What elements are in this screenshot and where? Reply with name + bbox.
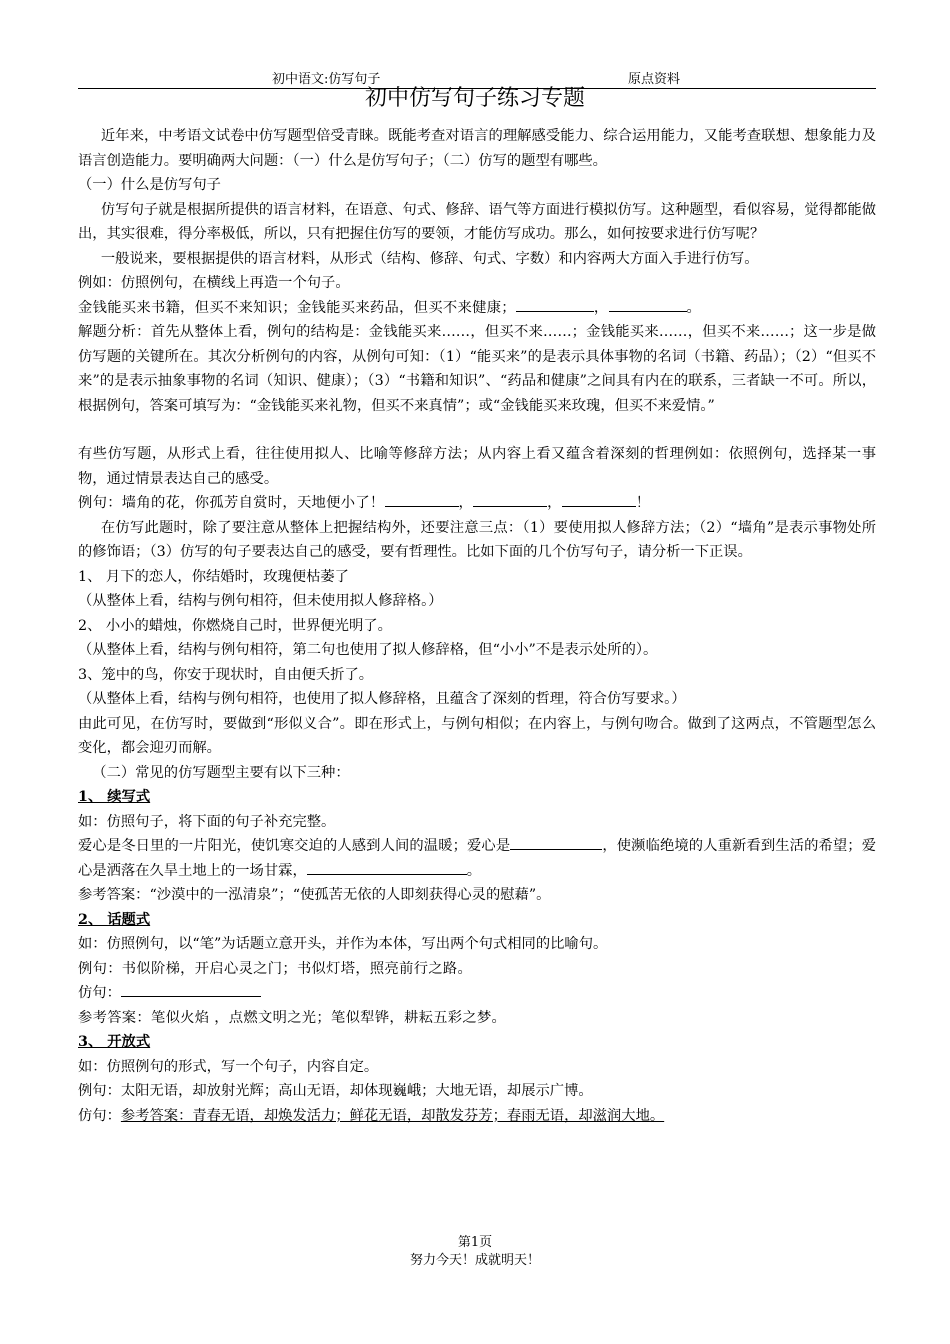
- analysis1-paragraph: 解题分析：首先从整体上看，例句的结构是：金钱能买来……，但买不来……；金钱能买来……，但买不来……；这一步是做仿写题的关键所在。其次分析例句的内容，从例句可知：（1）“能买来”的是表示具体事物的名词（书籍、药品）；（2）“但买不来”的是表示抽象事物的名词（知识、健康）；（3）“书籍和知识”、“药品和健康”之间具有内在的联系，三者缺一不可。所以，根据例句，答案可填写为：“金钱能买来礼物，但买不来真情”；或“金钱能买来玫瑰，但买不来爱情。”: [78, 324, 876, 414]
- type1-heading: 1、 续写式: [78, 789, 151, 805]
- header-right: 原点资料: [628, 72, 681, 87]
- section1-heading: （一）什么是仿写句子: [78, 177, 221, 193]
- list-item: 3、笼中的鸟，你安于现状时，自由便夭折了。: [78, 666, 374, 683]
- section1-paragraph-2: 一般说来，要根据提供的语言材料，从形式（结构、修辞、句式、字数）和内容两大方面入手进行仿写。: [100, 250, 759, 267]
- type3-example: 例句：太阳无语，却放射光辉；高山无语，却体现巍峨；大地无语，却展示广博。: [78, 1083, 593, 1099]
- sentence-part: 。: [466, 862, 482, 879]
- list-item: 1、 月下的恋人，你结婚时，玫瑰便枯萎了: [78, 568, 349, 585]
- type2-imitate: [78, 981, 876, 1006]
- answer-blank: [609, 297, 687, 312]
- intro-paragraph: 近年来，中考语文试卷中仿写题型倍受青睐。既能考查对语言的理解感受能力、综合运用能力，又能考查联想、想象能力及语言创造能力。要明确两大问题：（一）什么是仿写句子；（二）仿写的题型有哪些。: [78, 128, 876, 169]
- conclusion-paragraph: 由此可见，在仿写时，要做到“形似义合”。即在形式上，与例句相似；在内容上，与例句吻合。做到了这两点，不管题型怎么变化，都会迎刃而解。: [78, 715, 876, 756]
- sentence-part: 爱心是冬日里的一片阳光，使饥寒交迫的人感到人间的温暖；爱心是: [78, 838, 511, 854]
- punctuation: ！: [635, 495, 651, 511]
- answer-blank: [562, 492, 636, 507]
- answer-blank: [307, 860, 467, 875]
- punctuation: ，: [593, 299, 609, 316]
- answer-blank: [516, 297, 594, 312]
- example1-sentence: [78, 296, 876, 321]
- type2-answer: 参考答案：笔似火焰 ，点燃文明之光；笔似犁铧，耕耘五彩之梦。: [78, 1009, 507, 1026]
- answer-blank: [385, 492, 459, 507]
- example1-text: 金钱能买来书籍，但买不来知识；金钱能买来药品，但买不来健康；: [78, 299, 516, 316]
- list-item-note: （从整体上看，结构与例句相符，第二句也使用了拟人修辞格，但“小小”不是表示处所的）。: [78, 642, 658, 658]
- example2-sentence: [78, 491, 876, 516]
- page-title: 初中仿写句子练习专题: [364, 86, 585, 111]
- type1-sentence: [78, 834, 876, 883]
- sentence-part: ，使濒临绝境的人重新看到生活的希望；爱心是洒落在久旱土地上的一场甘霖，: [78, 838, 877, 879]
- imitate-label: 仿句：: [78, 1107, 121, 1124]
- type1-question: 如：仿照句子，将下面的句子补充完整。: [78, 813, 336, 830]
- list-item-note: （从整体上看，结构与例句相符，但未使用拟人修辞格。）: [78, 593, 443, 609]
- document-body: [78, 124, 876, 1128]
- type3-question: 如：仿照例句的形式，写一个句子，内容自定。: [78, 1058, 379, 1075]
- list-item-note: （从整体上看，结构与例句相符，也使用了拟人修辞格，且蕴含了深刻的哲理，符合仿写要求。）: [78, 691, 686, 707]
- type3-answer: 参考答案：青春无语，却焕发活力；鲜花无语，却散发芬芳；春雨无语，却滋润大地。: [120, 1107, 665, 1124]
- type2-example: 例句：书似阶梯，开启心灵之门；书似灯塔，照亮前行之路。: [78, 960, 473, 977]
- footer-slogan: 努力今天！成就明天！: [409, 1253, 540, 1268]
- analysis2-paragraph: 在仿写此题时，除了要注意从整体上把握结构外，还要注意三点：（1）要使用拟人修辞方法；（2）“墙角”是表示事物处所的修饰语；（3）仿写的句子要表达自己的感受，要有哲理性。比如下面的几个仿写句子，请分析一下正误。: [78, 519, 876, 560]
- punctuation: ，: [458, 495, 474, 511]
- answer-blank: [473, 492, 547, 507]
- imitate-label: 仿句：: [78, 985, 121, 1001]
- answer-blank: [510, 835, 602, 850]
- list-item: 2、 小小的蜡烛，你燃烧自己时，世界便光明了。: [78, 617, 392, 634]
- section2-heading: （二）常见的仿写题型主要有以下三种：: [92, 764, 350, 781]
- punctuation: 。: [686, 299, 702, 316]
- type3-heading: 3、 开放式: [78, 1034, 151, 1050]
- header-left: 初中语文:仿写句子: [272, 72, 381, 87]
- type2-heading: 2、 话题式: [78, 911, 151, 928]
- type1-answer: 参考答案：“沙漠中的一泓清泉”；“使孤苦无依的人即刻获得心灵的慰藉”。: [78, 887, 551, 903]
- example2-text: 例句：墙角的花，你孤芳自赏时，天地便小了！: [78, 495, 385, 511]
- answer-blank: [121, 982, 261, 997]
- type3-imitate: [78, 1104, 876, 1129]
- example1-intro: 例如：仿照例句，在横线上再造一个句子。: [78, 275, 350, 291]
- type2-question: 如：仿照例句，以“笔”为话题立意开头，并作为本体，写出两个句式相同的比喻句。: [78, 936, 608, 952]
- section1-paragraph-1: 仿写句子就是根据所提供的语言材料，在语意、句式、修辞、语气等方面进行模拟仿写。这种题型，看似容易，觉得都能做出，其实很难，得分率极低，所以，只有把握住仿写的要领，才能仿写成功。那么，如何按要求进行仿写呢？: [78, 201, 876, 242]
- punctuation: ，: [547, 495, 562, 511]
- paragraph-2: 有些仿写题，从形式上看，往往使用拟人、比喻等修辞方法；从内容上看又蕴含着深刻的哲理例如：依照例句，选择某一事物，通过情景表达自己的感受。: [78, 446, 876, 487]
- page-number: 第1页: [457, 1235, 493, 1250]
